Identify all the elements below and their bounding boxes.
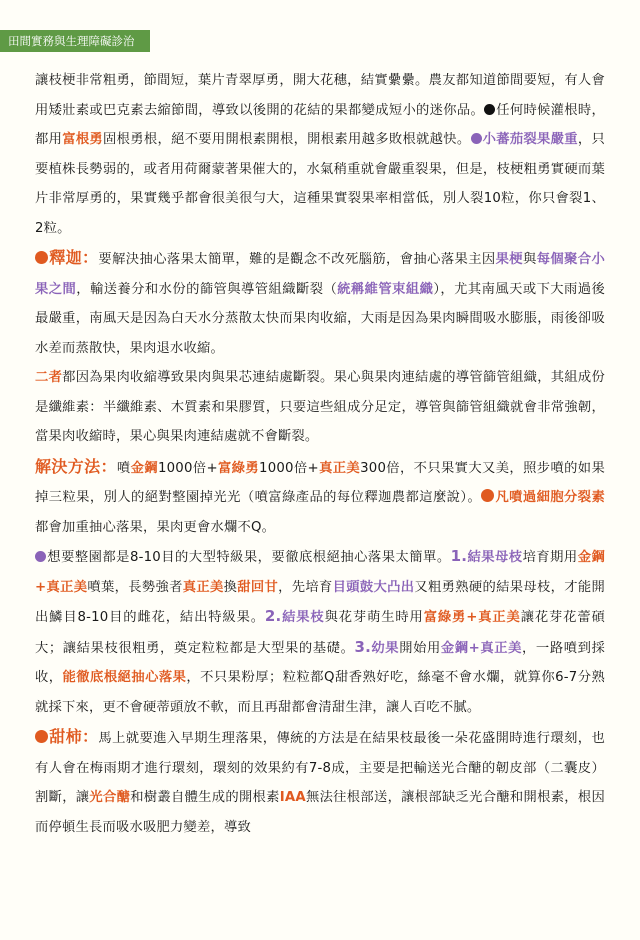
highlight-text: 富綠勇 bbox=[217, 460, 260, 476]
body-text: 培育期用 bbox=[522, 550, 578, 565]
body-text: 與 bbox=[523, 252, 537, 267]
paragraph bbox=[35, 452, 605, 543]
highlight-text: 1. bbox=[450, 547, 468, 565]
header-title: 田間實務與生理障礙診治 bbox=[8, 34, 135, 48]
highlight-text: 甜回甘 bbox=[237, 579, 279, 595]
body-text: ，一路噴到採收， bbox=[35, 640, 605, 685]
body-text: ，只要植株長勢弱的，或者用荷爾蒙著果催大的，水氣稍重就會嚴重裂果，但是，枝梗粗勇實硬而葉片非常厚勇的，果實幾乎都會很美很勻大，這種果實裂果率相當低，別人裂10粒，你只會裂1、2粒。 bbox=[35, 132, 605, 236]
highlight-text: 金鋼 bbox=[130, 460, 158, 476]
highlight-text: 凡噴過細胞分裂素 bbox=[495, 490, 606, 505]
body-text: 都會加重抽心落果，果肉更會水爛不Q。 bbox=[35, 519, 276, 535]
paragraph bbox=[35, 542, 605, 722]
highlight-text: 能徹底根絕抽心落果 bbox=[62, 670, 187, 685]
body-text: 固根勇根，絕不要用開根素開根，開根素用越多敗根就越快。 bbox=[103, 132, 471, 147]
body-text: ），尤其南風天或下大雨過後最嚴重，南風天是因為白天水分蒸散太快而果肉收縮，大雨是因為果肉瞬間吸水膨脹，雨後卻吸水差而蒸散快，果肉退水收縮。 bbox=[35, 281, 606, 356]
highlight-text: 金鋼+真正美 bbox=[440, 640, 523, 656]
highlight-text: 果梗 bbox=[495, 252, 524, 267]
body-text: 噴 bbox=[116, 460, 131, 476]
highlight-text: 光合醣 bbox=[89, 790, 131, 805]
highlight-text: 幼果 bbox=[371, 640, 400, 656]
body-text: 任何時候灌根時，都用 bbox=[35, 102, 605, 147]
highlight-text: 2. bbox=[264, 607, 282, 625]
bullet-dot-icon bbox=[35, 251, 48, 264]
highlight-text: 統稱維管束組織 bbox=[337, 281, 434, 297]
body-text: 讓枝梗非常粗勇，節間短，葉片青翠厚勇，開大花穗，結實纍纍。農友都知道節間要短，有人會用矮壯素或巴克素去縮節間，導致以後開的花結的果都變成短小的迷你品。 bbox=[35, 73, 605, 118]
body-text: 和樹叢自體生成的開根素 bbox=[130, 790, 280, 805]
body-text: 1000倍+ bbox=[157, 460, 218, 476]
body-text: ，輸送養分和水份的篩管與導管組織斷裂（ bbox=[76, 281, 338, 297]
highlight-text: IAA bbox=[279, 790, 306, 805]
bullet-dot-icon bbox=[35, 730, 48, 743]
highlight-text: 釋迦： bbox=[49, 248, 99, 267]
highlight-text: 解決方法： bbox=[35, 456, 117, 476]
highlight-text: 結果枝 bbox=[281, 610, 325, 625]
body-text: 換 bbox=[223, 579, 238, 595]
body-text: 300倍，不只果實大又美，照步噴的如果掉三粒果，別人的絕對整園掉光光（噴富綠產品的每位釋迦農都這麼說）。 bbox=[35, 460, 605, 505]
body-text: 想要整園都是8-10目的大型特級果，要徹底根絕抽心落果太簡單。 bbox=[47, 550, 451, 565]
highlight-text: 小蕃茄裂果嚴重 bbox=[482, 132, 578, 147]
paragraph bbox=[35, 722, 605, 842]
highlight-text: 真正美 bbox=[182, 579, 224, 595]
article-body bbox=[35, 66, 605, 842]
highlight-text: 3. bbox=[354, 637, 372, 656]
highlight-text: 每個聚合小果之間 bbox=[35, 252, 606, 297]
body-text: 讓花芽花蕾碩大；讓結果枝很粗勇，奠定粒粒都是大型果的基礎。 bbox=[35, 610, 605, 656]
bullet-dot-icon bbox=[484, 104, 495, 115]
body-text: ，不只果粉厚；粒粒都Q甜香熟好吃，絲毫不會水爛，就算你6-7分熟就採下來，更不會硬蒂頭放不軟，而且再甜都會清甜生津，讓人百吃不膩。 bbox=[35, 670, 605, 715]
bullet-dot-icon bbox=[481, 489, 494, 502]
bullet-dot-icon bbox=[471, 133, 482, 144]
body-text: 都因為果肉收縮導致果肉與果芯連結處斷裂。果心與果肉連結處的導管篩管組織，其組成份是纖維素：半纖維素、木質素和果膠質，只要這些組成分足定，導管與篩管組織就會非常強韌，當果肉收縮時，果心與果肉連結處就不會斷裂。 bbox=[35, 370, 606, 444]
body-text: 無法往根部送，讓根部缺乏光合醣和開根素，根因而停頓生長而吸水吸肥力變差，導致 bbox=[35, 790, 605, 835]
body-text: 馬上就要進入早期生理落果，傳統的方法是在結果枝最後一朵花盛開時進行環刻，也有人會在梅雨期才進行環刻，環刻的效果約有7-8成，主要是把輸送光合醣的韌皮部（二囊皮）割斷，讓 bbox=[35, 731, 605, 805]
highlight-text: 金鋼+真正美 bbox=[35, 550, 605, 595]
highlight-text: 甜柿： bbox=[49, 727, 99, 746]
highlight-text: 結果母枝 bbox=[467, 550, 523, 565]
body-text: 與花芽萌生時用 bbox=[324, 610, 424, 625]
body-text: 1000倍+ bbox=[259, 460, 319, 476]
body-text: 要解決抽心落果太簡單，難的是觀念不改死腦筋，會抽心落果主因 bbox=[98, 252, 496, 267]
body-text: 又粗勇熟硬的結果母枝，才能開出鱗目8-10目的雌花，結出特級果。 bbox=[35, 579, 605, 625]
paragraph bbox=[35, 243, 605, 363]
highlight-text: 二者 bbox=[35, 370, 63, 385]
bullet-dot-icon bbox=[35, 551, 46, 562]
body-text: 開始用 bbox=[399, 640, 441, 656]
highlight-text: 富綠勇+真正美 bbox=[423, 610, 521, 625]
body-text: ，先培育 bbox=[278, 579, 333, 595]
highlight-text: 目頭鼓大凸出 bbox=[332, 579, 415, 595]
section-header bbox=[0, 30, 150, 52]
body-text: 噴葉，長勢強者 bbox=[87, 579, 183, 595]
paragraph bbox=[35, 66, 605, 243]
highlight-text: 富根勇 bbox=[62, 132, 104, 147]
highlight-text: 真正美 bbox=[318, 460, 361, 476]
paragraph bbox=[35, 363, 605, 452]
